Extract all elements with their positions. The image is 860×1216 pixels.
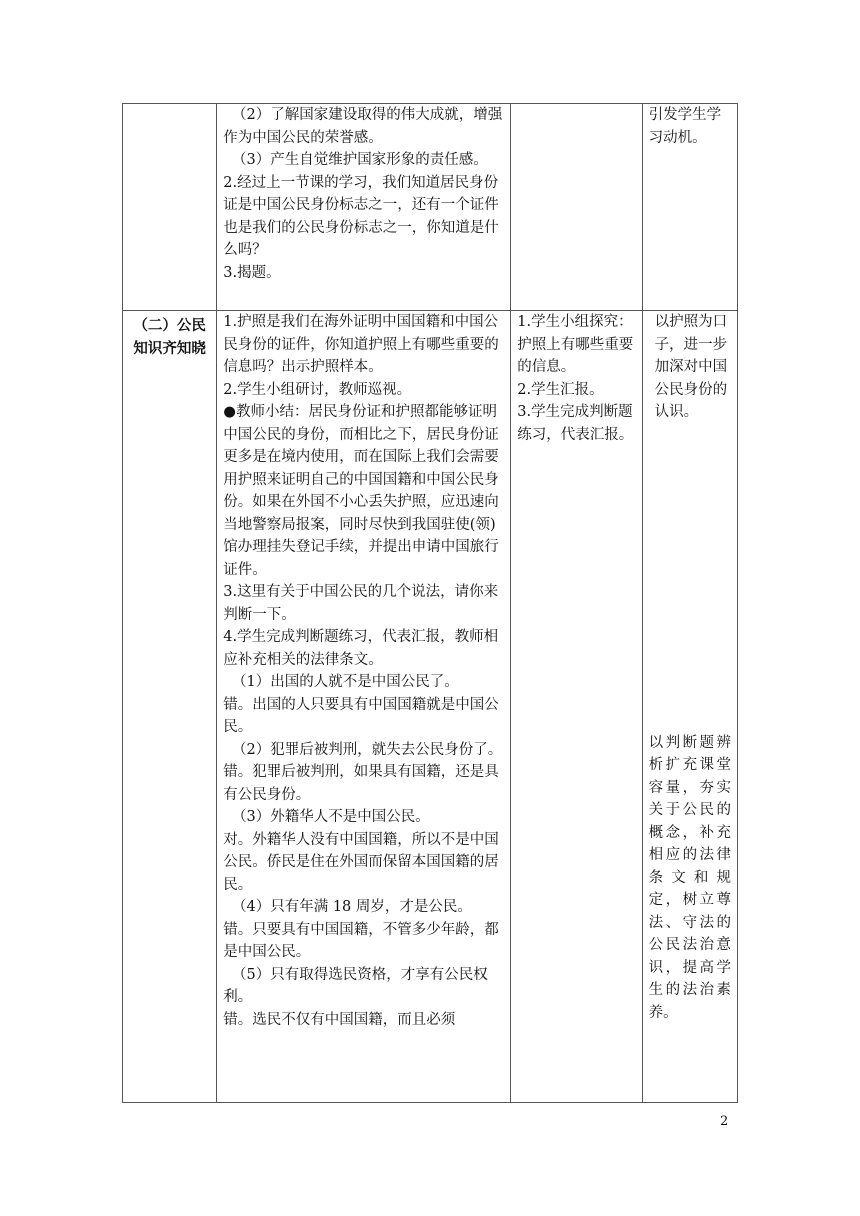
design-intent-cell	[642, 311, 737, 1103]
paragraph: 1.护照是我们在海外证明中国国籍和中国公民身份的证件，你知道护照上有哪些重要的信息吗？出示护照样本。	[223, 314, 499, 375]
table-row	[123, 104, 738, 311]
table-row	[123, 311, 738, 1103]
paragraph: （1）出国的人就不是中国公民了。	[231, 674, 459, 690]
lesson-plan-table	[122, 103, 738, 1103]
paragraph: 4.学生完成判断题练习，代表汇报，教师相应补充相关的法律条文。	[223, 629, 499, 668]
paragraph: 引发学生学习动机。	[648, 107, 722, 146]
design-intent-cell	[642, 104, 737, 311]
student-activity-cell	[511, 311, 642, 1103]
paragraph: ●教师小结：居民身份证和护照都能够证明中国公民的身份，而相比之下，居民身份证更多是在境内使用，而在国际上我们会需要用护照来证明自己的中国国籍和中国公民身份。如果在外国不小心丢失护照，应迅速向当地警察局报案，同时尽快到我国驻使(领)馆办理挂失登记手续，并提出申请中国旅行证件。	[223, 404, 499, 578]
paragraph: 以判断题辨析扩充课堂容量，夯实关于公民的概念，补充相应的法律条文和规定，树立尊法、守法的公民法治意识，提高学生的法治素养。	[648, 734, 731, 1021]
paragraph: 2.经过上一节课的学习，我们知道居民身份证是中国公民身份标志之一，还有一个证件也是我们的公民身份标志之一，你知道是什么吗？	[223, 174, 499, 258]
paragraph: 3.这里有关于中国公民的几个说法，请你来判断一下。	[223, 584, 499, 623]
stage-cell	[123, 104, 217, 311]
paragraph: 3.学生完成判断题练习，代表汇报。	[517, 404, 634, 443]
paragraph: （2）了解国家建设取得的伟大成就，增强作为中国公民的荣誉感。	[223, 107, 503, 146]
stage-cell: （二）公民知识齐知晓	[123, 311, 217, 1103]
paragraph: （3）外籍华人不是中国公民。	[231, 809, 430, 825]
teacher-activity-cell	[217, 311, 511, 1103]
teacher-activity-cell	[217, 104, 511, 311]
paragraph: 错。选民不仅有中国国籍，而且必须	[223, 1011, 456, 1028]
paragraph: （4）只有年满 18 周岁，才是公民。	[231, 899, 472, 915]
paragraph: 以护照为口子，进一步加深对中国公民身份的认识。	[654, 314, 728, 420]
paragraph: 对。外籍华人没有中国国籍，所以不是中国公民。侨民是住在外国而保留本国国籍的居民。	[223, 831, 499, 893]
paragraph: 1.学生小组探究：护照上有哪些重要的信息。	[517, 314, 634, 375]
paragraph: （2）犯罪后被判刑，就失去公民身份了。	[231, 741, 503, 758]
student-activity-cell	[511, 104, 642, 311]
paragraph: 错。犯罪后被判刑，如果具有国籍，还是具有公民身份。	[223, 764, 499, 803]
paragraph: 2.学生汇报。	[517, 381, 604, 398]
paragraph: （3）产生自觉维护国家形象的责任感。	[231, 152, 488, 168]
paragraph: 错。只要具有中国国籍，不管多少年龄，都是中国公民。	[223, 921, 499, 960]
paragraph: （5）只有取得选民资格，才享有公民权利。	[223, 966, 488, 1005]
paragraph: 错。出国的人只要具有中国国籍就是中国公民。	[223, 696, 499, 735]
paragraph: 2.学生小组研讨，教师巡视。	[223, 381, 412, 398]
paragraph: 3.揭题。	[223, 264, 281, 281]
page-number: 2	[720, 1114, 729, 1129]
